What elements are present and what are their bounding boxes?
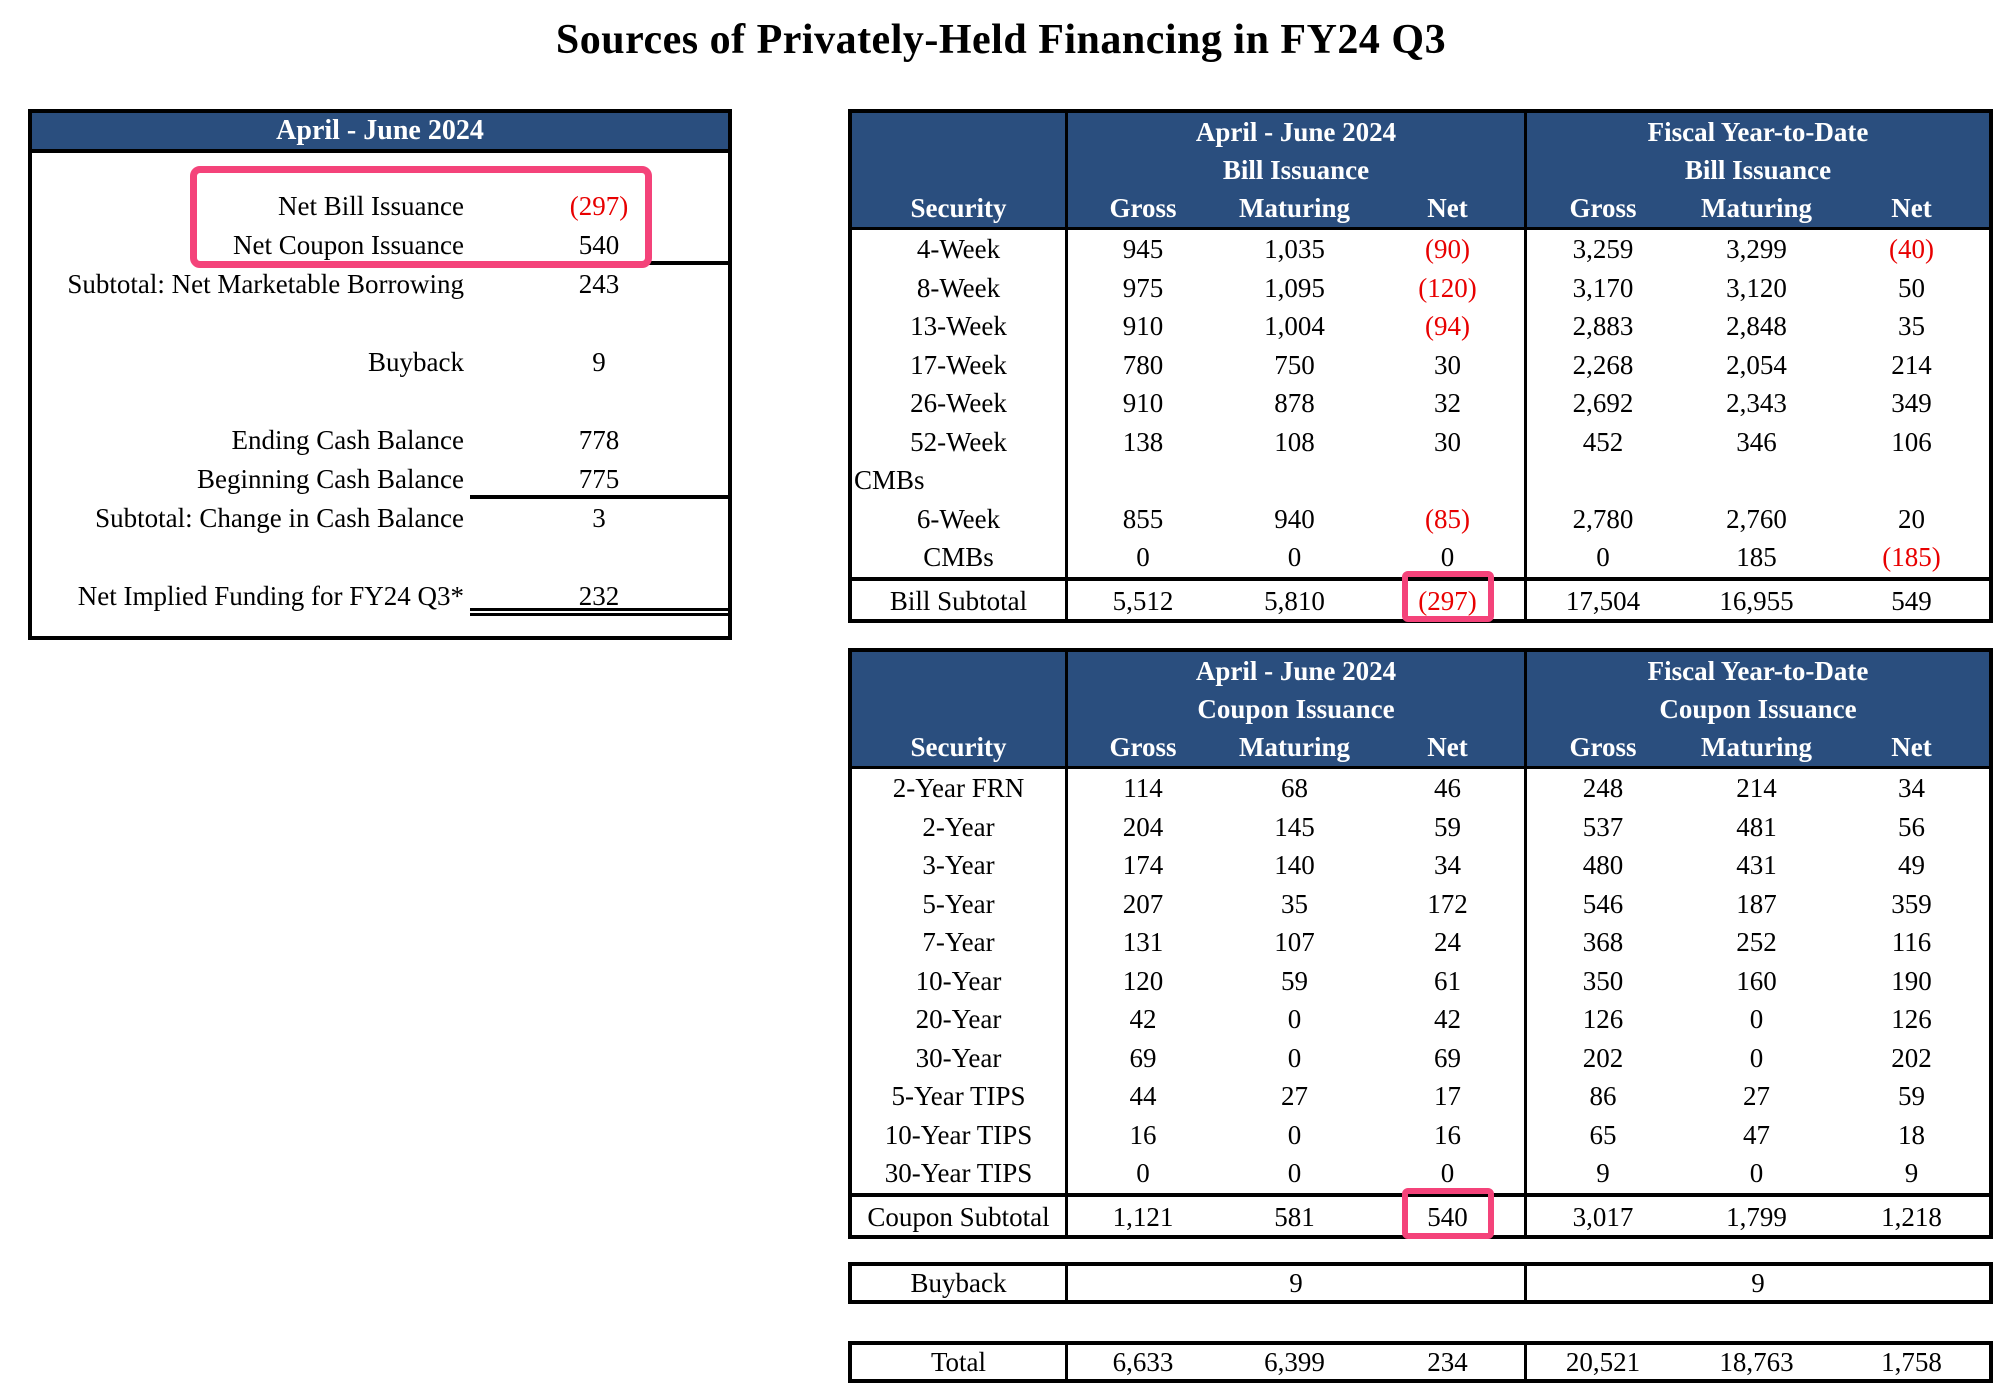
- value-cell: 59: [1434, 811, 1461, 842]
- period-header-fytd: Fiscal Year-to-Date: [1524, 113, 1989, 151]
- table-row: [852, 346, 1989, 385]
- value-cell: 540: [1427, 1201, 1468, 1232]
- table-row: [852, 1154, 1989, 1193]
- value-cell: 0: [1749, 1004, 1764, 1034]
- value-cell: 202: [1891, 1042, 1932, 1073]
- value-cell: (185): [1882, 542, 1941, 572]
- value-cell: 190: [1891, 965, 1932, 996]
- value-cell: 44: [1065, 1077, 1218, 1116]
- page-title: Sources of Privately-Held Financing in FY24 Q3: [555, 17, 1447, 63]
- value-cell: 35: [1281, 888, 1308, 919]
- value-cell: 0: [1440, 542, 1455, 572]
- value-cell: 32: [1434, 388, 1461, 418]
- value-cell: 27: [1743, 1081, 1770, 1111]
- coupon-issuance-table: [848, 648, 1993, 1239]
- period-header-fytd: Fiscal Year-to-Date: [1524, 652, 1989, 690]
- security-column-header: Security: [910, 732, 1007, 762]
- value-cell: (94): [1425, 311, 1470, 341]
- table-row: [852, 1000, 1989, 1039]
- summary-row-value: 540: [470, 226, 728, 265]
- value-cell: 56: [1898, 811, 1925, 842]
- summary-panel-body: [32, 153, 728, 616]
- table-row: [852, 307, 1989, 346]
- value-cell: 174: [1065, 846, 1218, 885]
- table-row: [852, 538, 1989, 577]
- summary-row-label: Buyback: [368, 347, 464, 377]
- value-cell: 750: [1274, 349, 1315, 380]
- table-row: [852, 885, 1989, 924]
- summary-row-value: 232: [470, 577, 728, 616]
- buyback-value-april-june: 9: [1065, 1266, 1524, 1300]
- value-cell: 0: [1749, 1042, 1764, 1073]
- column-header-net: Net: [1427, 193, 1468, 223]
- value-cell: (297): [1418, 585, 1477, 616]
- value-cell: 9: [1904, 1158, 1919, 1188]
- value-cell: 0: [1524, 538, 1679, 577]
- table-row: [852, 230, 1989, 269]
- buyback-value-fytd: 9: [1524, 1266, 1989, 1300]
- table-row: [852, 1116, 1989, 1155]
- value-cell: 16: [1434, 1119, 1461, 1150]
- security-label: Bill Subtotal: [889, 585, 1028, 616]
- value-cell: 2,692: [1524, 384, 1679, 423]
- total-cell-maturing-2: 18,763: [1719, 1347, 1794, 1377]
- value-cell: 68: [1281, 773, 1308, 803]
- security-label: CMBs: [854, 465, 925, 495]
- summary-row-label: Net Bill Issuance: [278, 191, 464, 221]
- security-label: 5-Year TIPS: [891, 1081, 1026, 1111]
- summary-row: [32, 460, 728, 499]
- table-row: [852, 269, 1989, 308]
- column-header-gross: Gross: [1065, 189, 1218, 227]
- value-cell: 3,170: [1524, 269, 1679, 308]
- security-label: 2-Year: [922, 811, 995, 842]
- value-cell: 34: [1898, 773, 1925, 803]
- security-label: 30-Year TIPS: [884, 1158, 1033, 1188]
- value-cell: 945: [1065, 230, 1218, 269]
- period-header-april-june: April - June 2024: [1065, 652, 1524, 690]
- value-cell: 59: [1898, 1081, 1925, 1111]
- value-cell: 17: [1434, 1081, 1461, 1111]
- value-cell: 131: [1065, 923, 1218, 962]
- value-cell: 940: [1274, 503, 1315, 534]
- value-cell: 108: [1274, 426, 1315, 457]
- value-cell: 248: [1524, 769, 1679, 808]
- value-cell: 126: [1524, 1000, 1679, 1039]
- table-row: [852, 769, 1989, 808]
- header-spacer: [852, 151, 1065, 189]
- table-row: [852, 962, 1989, 1001]
- value-cell: 0: [1749, 1158, 1764, 1188]
- summary-row: [32, 343, 728, 382]
- value-cell: [1371, 461, 1524, 500]
- summary-row: [32, 499, 728, 538]
- value-cell: 207: [1065, 885, 1218, 924]
- total-label: Total: [930, 1347, 987, 1377]
- header-spacer: [852, 690, 1065, 728]
- value-cell: 481: [1736, 811, 1777, 842]
- column-header-maturing: Maturing: [1239, 193, 1350, 223]
- value-cell: 46: [1434, 773, 1461, 803]
- value-cell: 0: [1287, 1158, 1302, 1188]
- value-cell: [1834, 461, 1989, 500]
- column-header-net: Net: [1427, 732, 1468, 762]
- value-cell: [1524, 461, 1679, 500]
- summary-row: [32, 187, 728, 226]
- value-cell: 975: [1065, 269, 1218, 308]
- coupon-table-header: [852, 652, 1989, 769]
- summary-row-label: Subtotal: Net Marketable Borrowing: [67, 269, 464, 299]
- security-label: 5-Year: [922, 888, 995, 919]
- table-row: [852, 1039, 1989, 1078]
- value-cell: 116: [1891, 927, 1932, 957]
- value-cell: 1,095: [1264, 272, 1325, 303]
- value-cell: 9: [1524, 1154, 1679, 1193]
- value-cell: 581: [1274, 1201, 1315, 1232]
- value-cell: 910: [1065, 384, 1218, 423]
- value-cell: 2,343: [1726, 388, 1787, 418]
- value-cell: 1,799: [1726, 1201, 1787, 1232]
- security-label: 8-Week: [916, 272, 1001, 303]
- security-label: 26-Week: [910, 388, 1007, 418]
- value-cell: 106: [1891, 426, 1932, 457]
- value-cell: 214: [1891, 349, 1932, 380]
- column-header-gross: Gross: [1065, 728, 1218, 766]
- value-cell: 185: [1736, 542, 1777, 572]
- column-header-maturing: Maturing: [1701, 193, 1812, 223]
- value-cell: 126: [1891, 1004, 1932, 1034]
- value-cell: 0: [1065, 538, 1218, 577]
- summary-row: [32, 265, 728, 304]
- summary-row: [32, 226, 728, 265]
- value-cell: 107: [1274, 927, 1315, 957]
- value-cell: 204: [1065, 808, 1218, 847]
- buyback-row: [848, 1262, 1993, 1304]
- value-cell: 2,760: [1726, 503, 1787, 534]
- value-cell: 138: [1065, 423, 1218, 462]
- value-cell: 35: [1898, 311, 1925, 341]
- summary-row-value: 778: [578, 425, 620, 455]
- value-cell: 855: [1065, 500, 1218, 539]
- coupon-table-body: [852, 769, 1989, 1235]
- value-cell: 5,512: [1065, 581, 1218, 619]
- buyback-label: Buyback: [910, 1268, 1007, 1298]
- total-cell-gross-1: 6,633: [1065, 1345, 1218, 1379]
- value-cell: 0: [1287, 542, 1302, 572]
- value-cell: 2,054: [1726, 349, 1787, 380]
- value-cell: 878: [1274, 388, 1315, 418]
- value-cell: 3,299: [1726, 234, 1787, 264]
- value-cell: 537: [1524, 808, 1679, 847]
- value-cell: 252: [1736, 927, 1777, 957]
- value-cell: [1218, 461, 1371, 500]
- security-column-header: Security: [910, 193, 1007, 223]
- value-cell: 1,121: [1065, 1197, 1218, 1235]
- total-row: [848, 1341, 1993, 1383]
- security-label: 30-Year: [915, 1042, 1002, 1073]
- value-cell: 549: [1891, 585, 1932, 616]
- value-cell: 160: [1736, 965, 1777, 996]
- value-cell: 2,848: [1726, 311, 1787, 341]
- bill-issuance-table: [848, 109, 1993, 623]
- value-cell: 0: [1065, 1154, 1218, 1193]
- value-cell: 368: [1524, 923, 1679, 962]
- value-cell: (90): [1425, 234, 1470, 264]
- value-cell: 1,004: [1264, 311, 1325, 341]
- summary-row-value: 243: [578, 269, 620, 299]
- security-label: 17-Week: [910, 349, 1007, 380]
- table-row: [852, 461, 1989, 500]
- value-cell: 30: [1434, 349, 1461, 380]
- value-cell: 3,017: [1524, 1197, 1679, 1235]
- value-cell: 24: [1434, 927, 1461, 957]
- value-cell: [1679, 461, 1834, 500]
- value-cell: 69: [1434, 1042, 1461, 1073]
- security-label: 13-Week: [910, 311, 1007, 341]
- value-cell: 172: [1427, 888, 1468, 919]
- column-header-gross: Gross: [1524, 728, 1679, 766]
- value-cell: 86: [1524, 1077, 1679, 1116]
- value-cell: 780: [1065, 346, 1218, 385]
- category-header-coupon-2: Coupon Issuance: [1524, 690, 1989, 728]
- value-cell: 431: [1736, 850, 1777, 880]
- value-cell: 145: [1274, 811, 1315, 842]
- value-cell: 2,780: [1524, 500, 1679, 539]
- column-header-net: Net: [1891, 732, 1932, 762]
- security-label: 2-Year FRN: [892, 773, 1025, 803]
- table-row: [852, 846, 1989, 885]
- value-cell: 359: [1891, 888, 1932, 919]
- value-cell: 0: [1287, 1119, 1302, 1150]
- summary-row: [32, 421, 728, 460]
- value-cell: 140: [1274, 850, 1315, 880]
- value-cell: 202: [1524, 1039, 1679, 1078]
- security-label: Coupon Subtotal: [867, 1201, 1050, 1232]
- summary-panel: [28, 109, 732, 640]
- table-row: [852, 1077, 1989, 1116]
- value-cell: 2,268: [1524, 346, 1679, 385]
- security-label: 4-Week: [916, 234, 1001, 264]
- value-cell: 0: [1287, 1042, 1302, 1073]
- value-cell: 480: [1524, 846, 1679, 885]
- security-label: CMBs: [923, 542, 994, 572]
- value-cell: 349: [1891, 388, 1932, 418]
- column-header-net: Net: [1891, 193, 1932, 223]
- value-cell: 910: [1065, 307, 1218, 346]
- value-cell: 3,120: [1726, 272, 1787, 303]
- security-label: 10-Year: [915, 965, 1002, 996]
- value-cell: 65: [1524, 1116, 1679, 1155]
- category-header-bill-1: Bill Issuance: [1065, 151, 1524, 189]
- summary-row-label: Net Implied Funding for FY24 Q3*: [77, 581, 464, 611]
- value-cell: (120): [1418, 272, 1477, 303]
- table-row: [852, 808, 1989, 847]
- value-cell: 18: [1898, 1119, 1925, 1150]
- value-cell: (85): [1425, 503, 1470, 534]
- value-cell: 42: [1065, 1000, 1218, 1039]
- bill-table-header: [852, 113, 1989, 230]
- security-label: 52-Week: [910, 426, 1007, 457]
- value-cell: 42: [1434, 1004, 1461, 1034]
- summary-row-value: (297): [569, 191, 629, 221]
- value-cell: (40): [1889, 234, 1934, 264]
- value-cell: 120: [1065, 962, 1218, 1001]
- total-cell-gross-2: 20,521: [1524, 1345, 1679, 1379]
- value-cell: 350: [1524, 962, 1679, 1001]
- summary-row-value: 9: [592, 347, 606, 377]
- total-cell-maturing-1: 6,399: [1264, 1347, 1325, 1377]
- value-cell: 17,504: [1524, 581, 1679, 619]
- security-label: 7-Year: [922, 927, 995, 957]
- summary-row-label: Beginning Cash Balance: [197, 464, 464, 494]
- security-label: 3-Year: [922, 850, 995, 880]
- value-cell: 50: [1898, 272, 1925, 303]
- header-spacer: [852, 113, 1065, 151]
- security-label: 6-Week: [916, 503, 1001, 534]
- summary-row-label: Net Coupon Issuance: [233, 230, 464, 260]
- table-row: [852, 384, 1989, 423]
- summary-row-label: Ending Cash Balance: [231, 425, 464, 455]
- value-cell: 34: [1434, 850, 1461, 880]
- table-row: [852, 423, 1989, 462]
- summary-panel-header: April - June 2024: [32, 113, 728, 153]
- value-cell: 1,218: [1881, 1201, 1942, 1232]
- value-cell: 16,955: [1719, 585, 1794, 616]
- table-row: [852, 577, 1989, 619]
- value-cell: 3,259: [1524, 230, 1679, 269]
- value-cell: 30: [1434, 426, 1461, 457]
- total-cell-net-2: 1,758: [1881, 1347, 1942, 1377]
- column-header-gross: Gross: [1524, 189, 1679, 227]
- value-cell: 2,883: [1524, 307, 1679, 346]
- security-label: 20-Year: [915, 1004, 1002, 1034]
- header-spacer: [852, 652, 1065, 690]
- value-cell: 0: [1440, 1158, 1455, 1188]
- value-cell: 69: [1065, 1039, 1218, 1078]
- summary-row: [32, 577, 728, 616]
- column-header-maturing: Maturing: [1239, 732, 1350, 762]
- value-cell: 0: [1287, 1004, 1302, 1034]
- summary-row-value: 775: [470, 460, 728, 499]
- category-header-coupon-1: Coupon Issuance: [1065, 690, 1524, 728]
- column-header-maturing: Maturing: [1701, 732, 1812, 762]
- category-header-bill-2: Bill Issuance: [1524, 151, 1989, 189]
- value-cell: 1,035: [1264, 234, 1325, 264]
- value-cell: 546: [1524, 885, 1679, 924]
- value-cell: 346: [1736, 426, 1777, 457]
- value-cell: 20: [1898, 503, 1925, 534]
- value-cell: 59: [1281, 965, 1308, 996]
- value-cell: 27: [1281, 1081, 1308, 1111]
- value-cell: 114: [1065, 769, 1218, 808]
- security-label: 10-Year TIPS: [884, 1119, 1033, 1150]
- summary-row-label: Subtotal: Change in Cash Balance: [95, 503, 464, 533]
- table-row: [852, 500, 1989, 539]
- table-row: [852, 1193, 1989, 1235]
- value-cell: 61: [1434, 965, 1461, 996]
- table-row: [852, 923, 1989, 962]
- value-cell: 16: [1065, 1116, 1218, 1155]
- bill-table-body: [852, 230, 1989, 619]
- value-cell: 47: [1743, 1119, 1770, 1150]
- period-header-april-june: April - June 2024: [1065, 113, 1524, 151]
- value-cell: 214: [1736, 773, 1777, 803]
- value-cell: [1065, 461, 1218, 500]
- value-cell: 5,810: [1264, 585, 1325, 616]
- total-cell-net-1: 234: [1427, 1347, 1468, 1377]
- summary-row-value: 3: [592, 503, 606, 533]
- value-cell: 49: [1898, 850, 1925, 880]
- value-cell: 452: [1524, 423, 1679, 462]
- value-cell: 187: [1736, 888, 1777, 919]
